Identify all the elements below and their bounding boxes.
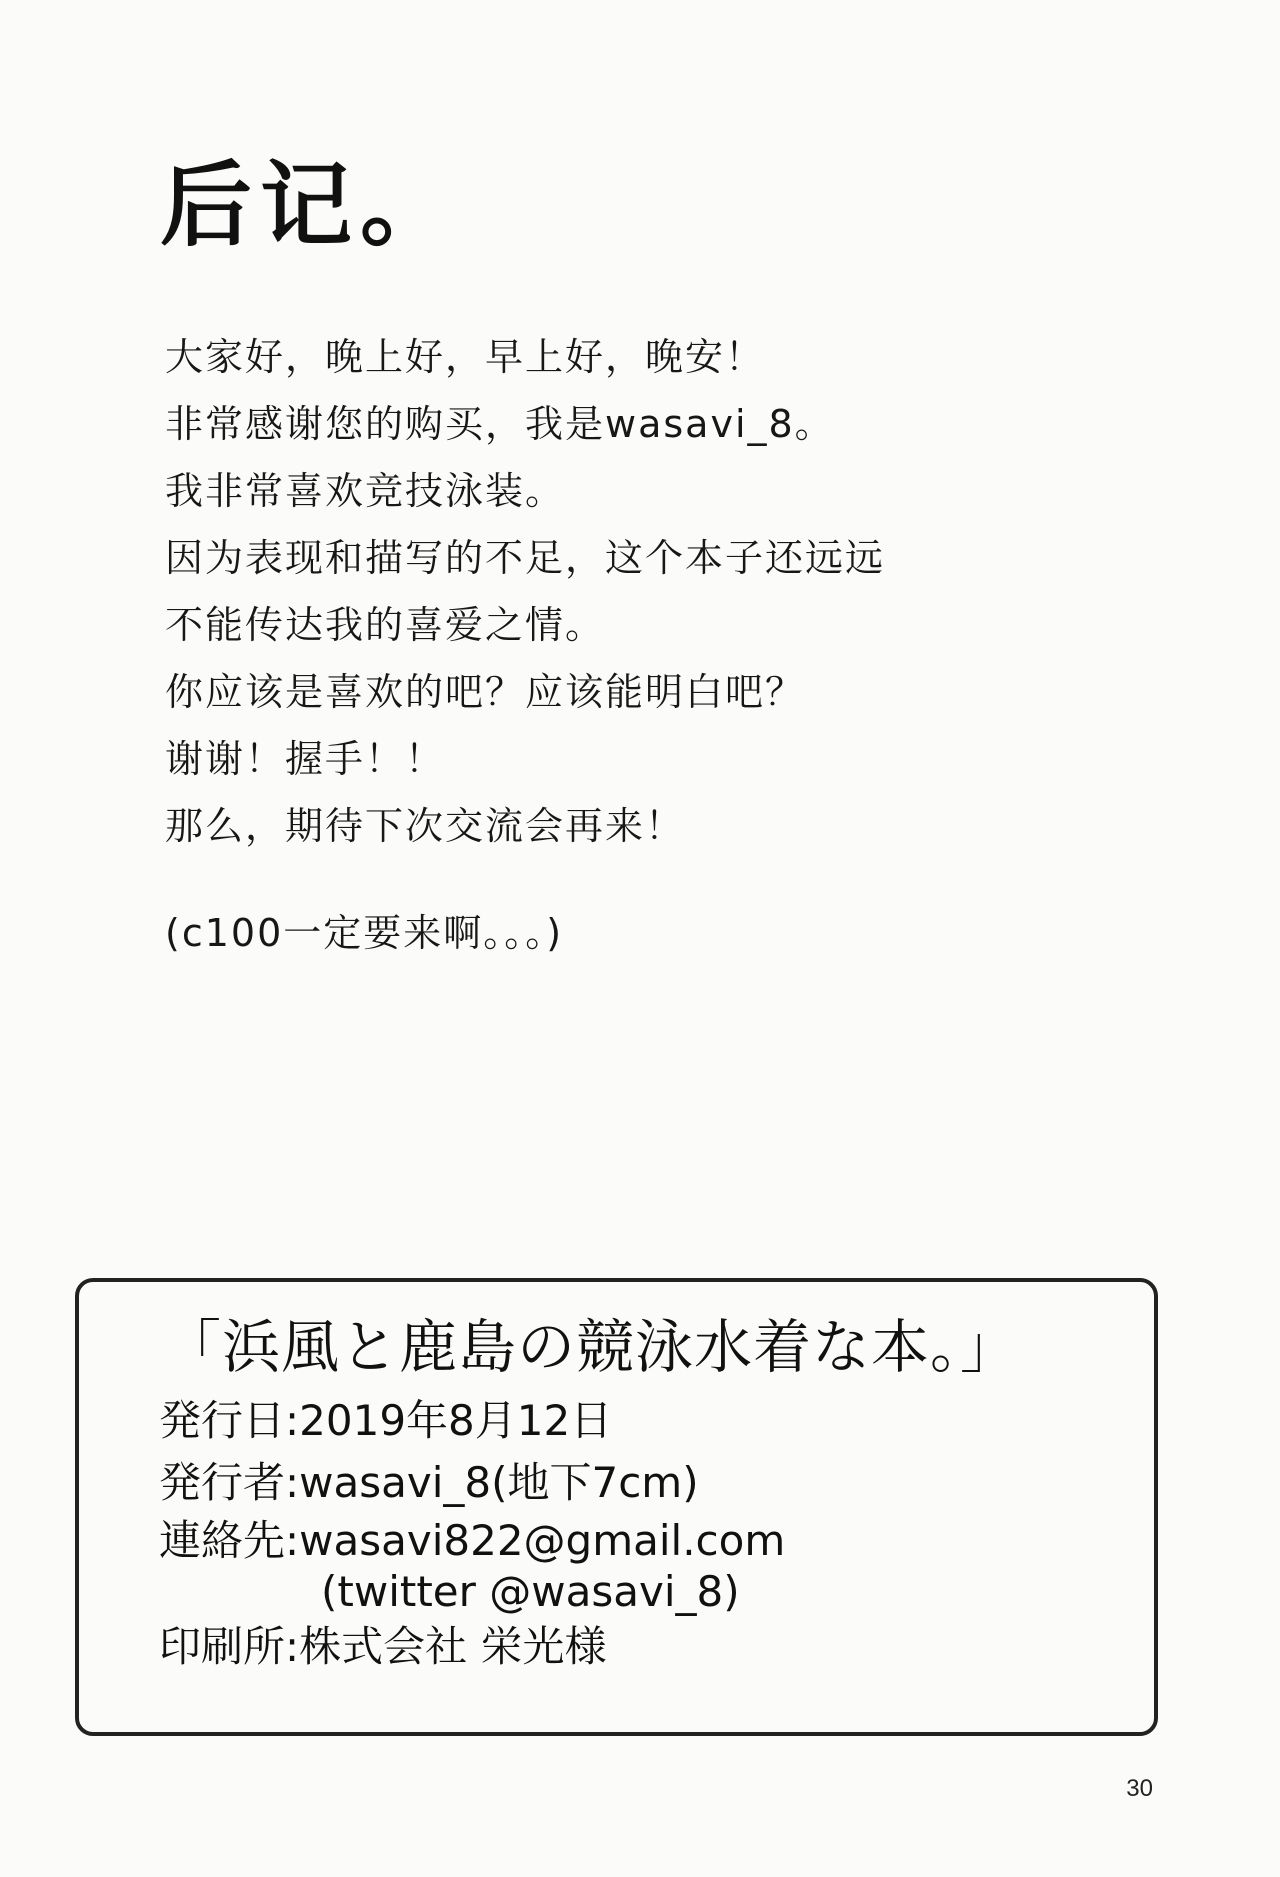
message-line-6: 你应该是喜欢的吧？应该能明白吧？ [165, 670, 806, 714]
page-number: 30 [1126, 1775, 1153, 1802]
publish-date: 発行日:2019年8月12日 [159, 1396, 613, 1445]
contact-email: 連絡先:wasavi822@gmail.com [159, 1516, 786, 1565]
message-line-7: 谢谢！握手！！ [165, 737, 446, 781]
message-line-3: 我非常喜欢竞技泳装。 [165, 469, 566, 513]
message-line-8: 那么，期待下次交流会再来！ [165, 804, 686, 848]
message-line-2: 非常感谢您的购买，我是wasavi_8。 [165, 402, 835, 446]
colophon-box [75, 1278, 1158, 1736]
book-title: 「浜風と鹿島の競泳水着な本。」 [163, 1313, 1020, 1381]
twitter-handle: (twitter @wasavi_8) [321, 1567, 740, 1616]
message-line-5: 不能传达我的喜爱之情。 [165, 603, 606, 647]
message-line-9: (c100一定要来啊。。。) [165, 911, 564, 955]
publisher: 発行者:wasavi_8(地下7cm) [159, 1458, 699, 1507]
message-line-1: 大家好，晚上好，早上好，晚安！ [165, 335, 766, 379]
printer: 印刷所:株式会社 栄光様 [159, 1622, 607, 1671]
afterword-message [165, 335, 1065, 981]
page-title: 后记。 [160, 152, 461, 259]
message-line-4: 因为表现和描写的不足，这个本子还远远 [165, 536, 886, 580]
